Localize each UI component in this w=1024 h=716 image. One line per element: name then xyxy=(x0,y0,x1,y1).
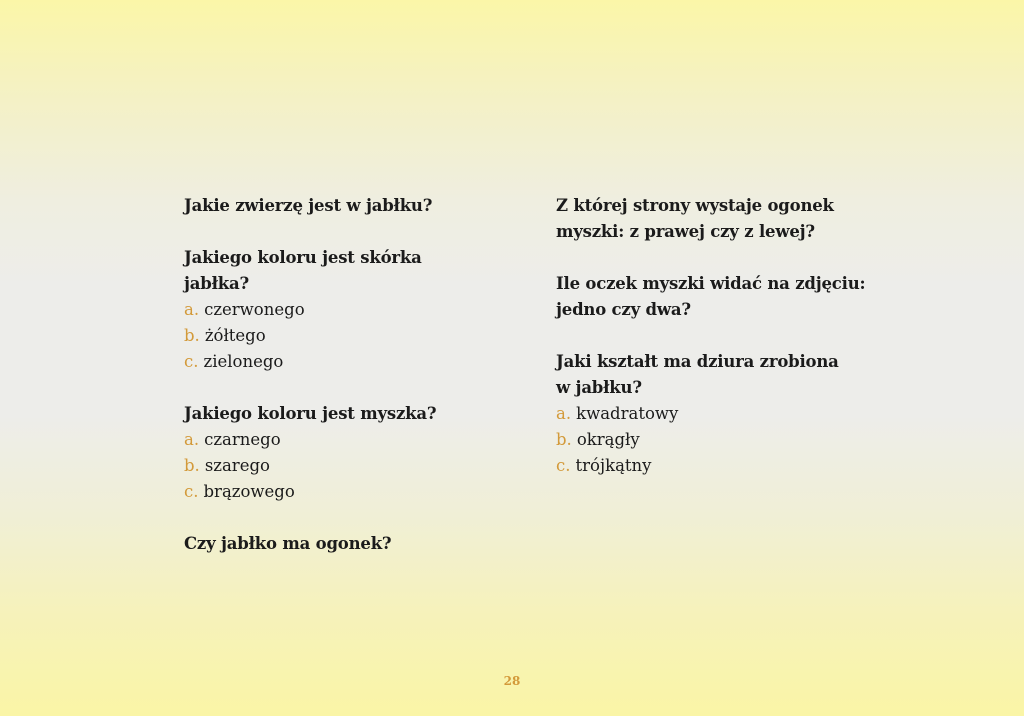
answer-option-b xyxy=(184,323,524,349)
option-text: trójkątny xyxy=(575,456,652,475)
page-number: 28 xyxy=(503,674,521,688)
question-tail-side xyxy=(556,193,896,245)
question-line: Jakiego koloru jest myszka? xyxy=(184,404,437,423)
question-line: Ile oczek myszki widać na zdjęciu: xyxy=(556,274,866,293)
question-line: Jakiego koloru jest skórka xyxy=(184,248,422,267)
question-line: Jakie zwierzę jest w jabłku? xyxy=(184,196,433,215)
question-text xyxy=(556,271,896,323)
question-stem xyxy=(184,531,524,557)
answer-option-b xyxy=(184,453,524,479)
left-column xyxy=(184,193,524,583)
question-line: jabłka? xyxy=(184,274,249,293)
option-letter: a. xyxy=(184,430,200,449)
question-line: Z której strony wystaje ogonek xyxy=(556,196,834,215)
answer-option-c xyxy=(184,349,524,375)
option-text: kwadratowy xyxy=(576,404,679,423)
question-skin-color xyxy=(184,245,524,375)
question-line: myszki: z prawej czy z lewej? xyxy=(556,222,815,241)
question-text xyxy=(184,193,524,219)
option-letter: a. xyxy=(556,404,572,423)
option-letter: c. xyxy=(556,456,571,475)
question-animal xyxy=(184,193,524,219)
question-line: w jabłku? xyxy=(556,378,642,397)
answer-option-b xyxy=(556,427,896,453)
question-text xyxy=(184,531,524,557)
option-text: zielonego xyxy=(203,352,284,371)
option-letter: b. xyxy=(184,326,200,345)
question-line: Czy jabłko ma ogonek? xyxy=(184,534,392,553)
question-text xyxy=(184,245,524,297)
option-text: żółtego xyxy=(204,326,266,345)
option-letter: a. xyxy=(184,300,200,319)
option-text: brązowego xyxy=(203,482,295,501)
question-eyes-count xyxy=(556,271,896,323)
option-letter: c. xyxy=(184,352,199,371)
question-text xyxy=(556,349,896,401)
answer-option-c xyxy=(556,453,896,479)
option-letter: b. xyxy=(556,430,572,449)
answer-option-c xyxy=(184,479,524,505)
option-text: czarnego xyxy=(204,430,281,449)
option-text: okrągły xyxy=(576,430,640,449)
right-column xyxy=(556,193,896,505)
question-line: Jaki kształt ma dziura zrobiona xyxy=(556,352,839,371)
answer-option-a xyxy=(184,297,524,323)
option-text: czerwonego xyxy=(204,300,305,319)
option-text: szarego xyxy=(204,456,270,475)
option-letter: c. xyxy=(184,482,199,501)
question-line: jedno czy dwa? xyxy=(556,300,691,319)
question-hole-shape xyxy=(556,349,896,479)
question-mouse-color xyxy=(184,401,524,505)
answer-option-a xyxy=(184,427,524,453)
option-letter: b. xyxy=(184,456,200,475)
question-text xyxy=(556,193,896,245)
answer-option-a xyxy=(556,401,896,427)
question-text xyxy=(184,401,524,427)
